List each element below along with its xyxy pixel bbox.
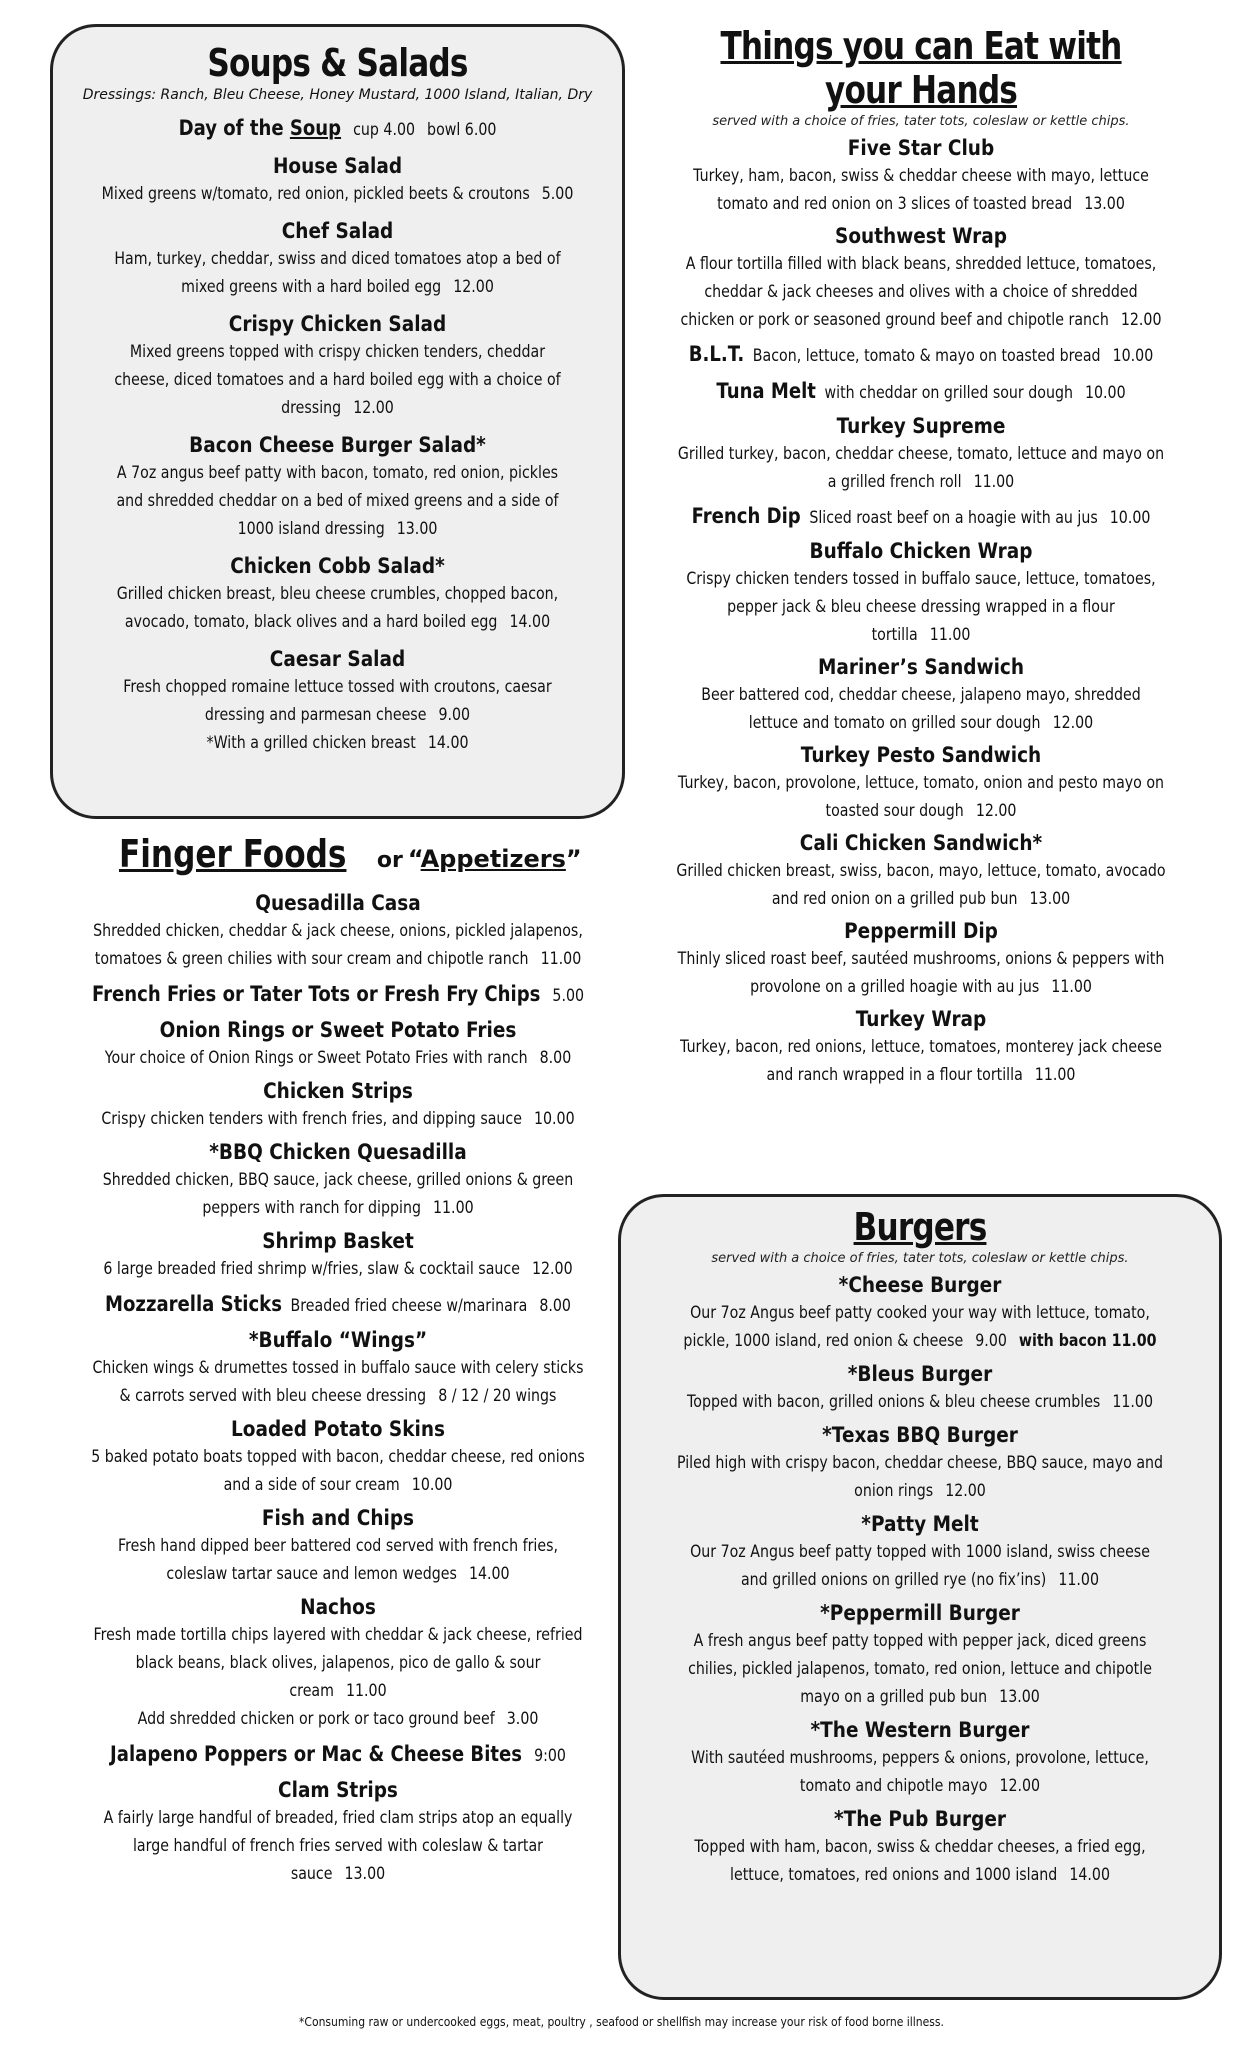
item-description-text: Topped with ham, bacon, swiss & cheddar cheeses, a fried egg, lettuce, tomatoes, red onions and 1000 island	[694, 1837, 1146, 1884]
item-price: 13.00	[999, 1687, 1040, 1706]
item-name: Mariner’s Sandwich	[817, 655, 1025, 679]
menu-item	[48, 1594, 628, 1733]
item-name: *Texas BBQ Burger	[822, 1423, 1018, 1447]
menu-item	[635, 1422, 1205, 1505]
item-name: Buffalo Chicken Wrap	[809, 539, 1033, 563]
hands-section	[636, 24, 1206, 1094]
item-name: Southwest Wrap	[835, 224, 1007, 248]
item-price: 9.00	[438, 705, 471, 724]
item-price: 12.00	[453, 277, 494, 296]
item-description-text: Shredded chicken, BBQ sauce, jack cheese, grilled onions & green peppers with ranch for dipping	[102, 1170, 574, 1217]
item-description	[676, 250, 1166, 334]
item-description	[675, 1299, 1165, 1355]
item-description	[89, 1532, 588, 1588]
menu-item	[635, 1272, 1205, 1355]
item-price: 14.00	[509, 612, 551, 631]
item-description	[89, 917, 588, 973]
item-price: 11.00	[433, 1198, 474, 1217]
menu-item	[635, 1361, 1205, 1416]
item-description	[101, 459, 573, 543]
hands-title: Things you can Eat with your Hands	[720, 24, 1122, 112]
item-description-text: Fresh hand dipped beer battered cod served with french fries, coleslaw tartar sauce and lemon wedges	[117, 1536, 558, 1583]
item-name: Shrimp Basket	[262, 1229, 414, 1253]
item-line	[89, 1289, 588, 1321]
item-line	[89, 1739, 588, 1771]
item-name: French Fries or Tater Tots or Fresh Fry Chips	[91, 982, 541, 1006]
item-description	[676, 681, 1166, 737]
item-name: *Bleus Burger	[847, 1362, 993, 1386]
item-name: Jalapeno Poppers or Mac & Cheese Bites	[110, 1742, 523, 1766]
item-description	[675, 1833, 1165, 1889]
item-description-text: Mixed greens topped with crispy chicken tenders, cheddar cheese, diced tomatoes and a hard boiled egg with a choice of dressing	[114, 342, 561, 417]
item-description-text: Turkey, bacon, provolone, lettuce, tomato, onion and pesto mayo on toasted sour dough	[677, 773, 1165, 820]
menu-item	[63, 153, 612, 208]
item-name: Cali Chicken Sandwich*	[799, 831, 1043, 855]
item-description	[676, 162, 1166, 218]
item-description	[89, 1105, 588, 1133]
soup-bowl-price: bowl 6.00	[427, 120, 497, 139]
soups-salads-section	[50, 24, 625, 819]
item-price: 13.00	[344, 1864, 386, 1883]
item-description: Bacon, lettuce, tomato & mayo on toasted bread	[752, 346, 1101, 365]
item-name: *The Pub Burger	[833, 1807, 1006, 1831]
item-name: *Peppermill Burger	[820, 1601, 1020, 1625]
menu-item	[636, 1006, 1206, 1089]
item-description-text: A fresh angus beef patty topped with pepper jack, diced greens chilies, pickled jalapenos, tomato, red onion, lettuce and chipotle mayo on a grilled pub bun	[688, 1631, 1152, 1706]
item-price: 13.00	[1084, 194, 1125, 213]
item-description	[101, 245, 573, 301]
item-extra-price: 3.00	[506, 1709, 539, 1728]
soup-cup-price: cup 4.00	[353, 120, 416, 139]
item-description	[676, 565, 1166, 649]
menu-item	[636, 501, 1206, 533]
item-name: *The Western Burger	[810, 1718, 1030, 1742]
item-description-text: Shredded chicken, cheddar & jack cheese, onions, pickled jalapenos, tomatoes & green chilies with sour cream and chipotle ranch	[93, 921, 583, 968]
item-price: 10.00	[533, 1109, 575, 1128]
item-price: 11.00	[1058, 1570, 1100, 1589]
dressings-note: Dressings: Ranch, Bleu Cheese, Honey Mustard, 1000 Island, Italian, Dry	[82, 87, 593, 103]
item-description	[89, 1255, 588, 1283]
item-price: 10.00	[1109, 508, 1151, 527]
finger-foods-items-list	[48, 890, 628, 1888]
item-extra-price: with bacon 11.00	[1018, 1331, 1157, 1350]
item-price: 11.00	[1112, 1392, 1153, 1411]
item-description-text: With sautéed mushrooms, peppers & onions, provolone, lettuce, tomato and chipotle mayo	[691, 1748, 1149, 1795]
soups-items-list	[63, 153, 612, 757]
item-description	[676, 857, 1166, 913]
item-description	[676, 945, 1166, 1001]
menu-item	[48, 890, 628, 973]
item-name: Turkey Pesto Sandwich	[800, 743, 1042, 767]
item-price: 5.00	[541, 184, 574, 203]
menu-item	[635, 1717, 1205, 1800]
item-description-text: Fresh chopped romaine lettuce tossed with croutons, caesar dressing and parmesan cheese	[123, 677, 552, 724]
item-name: Mozzarella Sticks	[105, 1292, 282, 1316]
food-safety-disclaimer: *Consuming raw or undercooked eggs, meat, poultry , seafood or shellfish may increase your risk of food borne illness.	[299, 2015, 944, 2029]
item-name: Five Star Club	[847, 136, 995, 160]
item-price: 11.00	[345, 1681, 387, 1700]
item-description: Breaded fried cheese w/marinara	[290, 1296, 528, 1315]
item-price: 13.00	[396, 519, 438, 538]
item-extra: Add shredded chicken or pork or taco ground beef	[137, 1709, 495, 1728]
item-price: 12.00	[945, 1481, 986, 1500]
item-name: Peppermill Dip	[844, 919, 998, 943]
item-name: Caesar Salad	[269, 647, 406, 671]
item-description: Sliced roast beef on a hoagie with au jus	[809, 508, 1098, 527]
menu-item	[48, 1289, 628, 1321]
menu-item	[636, 376, 1206, 408]
item-description	[89, 1443, 588, 1499]
menu-item	[636, 654, 1206, 737]
item-price: 14.00	[468, 1564, 510, 1583]
item-price: 10.00	[1112, 346, 1154, 365]
item-description-text: Topped with bacon, grilled onions & bleu cheese crumbles	[687, 1392, 1101, 1411]
item-name: Turkey Supreme	[836, 414, 1006, 438]
menu-item	[48, 1017, 628, 1072]
item-price: 8.00	[539, 1296, 571, 1315]
menu-item	[63, 646, 612, 757]
item-price: 5.00	[552, 986, 585, 1005]
item-description	[675, 1538, 1165, 1594]
menu-item	[63, 311, 612, 422]
burgers-items-list	[635, 1272, 1205, 1889]
item-description	[675, 1744, 1165, 1800]
or-word: or	[376, 848, 403, 873]
item-description-text: Chicken wings & drumettes tossed in buffalo sauce with celery sticks & carrots served with bleu cheese dressing	[92, 1358, 584, 1405]
menu-item	[636, 538, 1206, 649]
menu-item	[636, 135, 1206, 218]
item-name: Onion Rings or Sweet Potato Fries	[159, 1018, 517, 1042]
item-name: Loaded Potato Skins	[231, 1417, 445, 1441]
item-description-text: Our 7oz Angus beef patty topped with 1000 island, swiss cheese and grilled onions on grilled rye (no fix’ins)	[690, 1542, 1150, 1589]
menu-item	[48, 1139, 628, 1222]
item-name: B.L.T.	[688, 342, 745, 366]
item-description	[676, 1033, 1166, 1089]
item-description-text: A flour tortilla filled with black beans, shredded lettuce, tomatoes, cheddar & jack cheeses and olives with a choice of shredded chicken or pork or seasoned ground beef and chipotle ranch	[680, 254, 1157, 329]
item-name: Turkey Wrap	[855, 1007, 987, 1031]
item-description-text: Our 7oz Angus beef patty cooked your way with lettuce, tomato, pickle, 1000 island, red onion & cheese	[683, 1303, 1150, 1350]
item-price: 12.00	[975, 801, 1017, 820]
item-price: 9.00	[975, 1331, 1007, 1350]
item-extra: *With a grilled chicken breast	[206, 733, 416, 752]
item-description-text: Beer battered cod, cheddar cheese, jalapeno mayo, shredded lettuce and tomato on grilled sour dough	[701, 685, 1141, 732]
item-description	[89, 1166, 588, 1222]
menu-item	[636, 918, 1206, 1001]
item-description-text: Thinly sliced roast beef, sautéed mushrooms, onions & peppers with provolone on a grilled hoagie with au jus	[677, 949, 1165, 996]
item-description	[101, 338, 573, 422]
item-name: House Salad	[272, 154, 403, 178]
item-description-text: Crispy chicken tenders tossed in buffalo sauce, lettuce, tomatoes, pepper jack & bleu cheese dressing wrapped in a flour tortilla	[686, 569, 1156, 644]
item-description-text: Grilled turkey, bacon, cheddar cheese, tomato, lettuce and mayo on a grilled french roll	[677, 444, 1165, 491]
item-description-text: Turkey, ham, bacon, swiss & cheddar cheese with mayo, lettuce tomato and red onion on 3 slices of toasted bread	[693, 166, 1149, 213]
item-price: 11.00	[540, 949, 582, 968]
item-description	[675, 1449, 1165, 1505]
item-line	[676, 376, 1166, 408]
item-name: French Dip	[691, 504, 801, 528]
item-name: Quesadilla Casa	[255, 891, 421, 915]
item-name: *Patty Melt	[861, 1512, 979, 1536]
item-description	[89, 1621, 588, 1733]
menu-item	[48, 1739, 628, 1771]
item-price: 8 / 12 / 20 wings	[438, 1386, 557, 1405]
menu-item	[636, 413, 1206, 496]
item-description-text: A 7oz angus beef patty with bacon, tomato, red onion, pickles and shredded cheddar on a bed of mixed greens and a side of 1000 island dressing	[116, 463, 559, 538]
item-price: 11.00	[929, 625, 971, 644]
item-price: 11.00	[973, 472, 1015, 491]
menu-item	[48, 979, 628, 1011]
item-price: 11.00	[1034, 1065, 1076, 1084]
item-price: 10.00	[1084, 383, 1126, 402]
item-description-text: Your choice of Onion Rings or Sweet Potato Fries with ranch	[104, 1048, 528, 1067]
menu-item	[636, 223, 1206, 334]
item-description	[675, 1627, 1165, 1711]
item-price: 12.00	[1052, 713, 1094, 732]
item-name: Fish and Chips	[261, 1506, 415, 1530]
menu-item	[48, 1505, 628, 1588]
item-description	[675, 1388, 1165, 1416]
menu-item	[48, 1777, 628, 1888]
item-description-text: Grilled chicken breast, swiss, bacon, mayo, lettuce, tomato, avocado and red onion on a grilled pub bun	[676, 861, 1166, 908]
item-description	[101, 580, 573, 636]
item-price: 8.00	[539, 1048, 572, 1067]
item-description: with cheddar on grilled sour dough	[824, 383, 1073, 402]
menu-item	[63, 553, 612, 636]
item-description	[676, 440, 1166, 496]
item-name: Crispy Chicken Salad	[228, 312, 447, 336]
item-name: *Cheese Burger	[838, 1273, 1002, 1297]
finger-foods-title: Finger Foods	[119, 832, 347, 876]
menu-item	[636, 742, 1206, 825]
menu-item	[635, 1511, 1205, 1594]
appetizers-label: “Appetizers”	[407, 845, 582, 873]
item-name: Chef Salad	[281, 219, 394, 243]
item-name: *Buffalo “Wings”	[248, 1328, 428, 1352]
item-price: 9:00	[534, 1746, 566, 1765]
item-description	[89, 1354, 588, 1410]
menu-item	[48, 1327, 628, 1410]
item-extra-price: 14.00	[427, 733, 469, 752]
item-description-text: 6 large breaded fried shrimp w/fries, slaw & cocktail sauce	[103, 1259, 520, 1278]
menu-item	[636, 830, 1206, 913]
menu-item	[636, 339, 1206, 371]
item-description-text: Ham, turkey, cheddar, swiss and diced tomatoes atop a bed of mixed greens with a hard boiled egg	[114, 249, 561, 296]
item-description	[101, 180, 573, 208]
item-line	[676, 501, 1166, 533]
item-description	[676, 769, 1166, 825]
item-price: 12.00	[531, 1259, 573, 1278]
soups-salads-title: Soups & Salads	[207, 41, 468, 85]
finger-foods-heading	[48, 832, 628, 876]
item-description-text: A fairly large handful of breaded, fried clam strips atop an equally large handful of french fries served with coleslaw & tartar sauce	[103, 1808, 573, 1883]
item-price: 14.00	[1069, 1865, 1110, 1884]
burgers-title: Burgers	[853, 1205, 987, 1249]
item-name: *BBQ Chicken Quesadilla	[209, 1140, 467, 1164]
item-line	[89, 979, 588, 1011]
item-name: Day of the Soup	[178, 116, 342, 140]
item-price: 11.00	[1051, 977, 1092, 996]
item-description-text: Fresh made tortilla chips layered with cheddar & jack cheese, refried black beans, black olives, jalapenos, pico de gallo & sour cream	[93, 1625, 583, 1700]
finger-foods-section	[48, 832, 628, 1894]
hands-items-list	[636, 135, 1206, 1089]
item-name: Bacon Cheese Burger Salad*	[189, 433, 486, 457]
item-description-text: Piled high with crispy bacon, cheddar cheese, BBQ sauce, mayo and onion rings	[676, 1453, 1164, 1500]
item-name: Nachos	[300, 1595, 376, 1619]
item-description	[101, 673, 573, 757]
menu-item	[63, 113, 612, 145]
item-description-text: Crispy chicken tenders with french fries, and dipping sauce	[101, 1109, 522, 1128]
menu-item	[48, 1078, 628, 1133]
item-line	[676, 339, 1166, 371]
item-description-text: Grilled chicken breast, bleu cheese crumbles, chopped bacon, avocado, tomato, black olives and a hard boiled egg	[116, 584, 559, 631]
item-price: 13.00	[1029, 889, 1071, 908]
menu-item	[635, 1806, 1205, 1889]
menu-item	[63, 218, 612, 301]
hands-served-note: served with a choice of fries, tater tots, coleslaw or kettle chips.	[712, 114, 1130, 129]
menu-item	[63, 432, 612, 543]
item-description	[89, 1044, 588, 1072]
item-name: Clam Strips	[278, 1778, 398, 1802]
burgers-served-note: served with a choice of fries, tater tots, coleslaw or kettle chips.	[711, 1251, 1129, 1266]
item-name: Chicken Strips	[263, 1079, 413, 1103]
item-description	[89, 1804, 588, 1888]
item-price: 12.00	[999, 1776, 1041, 1795]
item-price: 10.00	[411, 1475, 453, 1494]
item-description-text: Mixed greens w/tomato, red onion, pickled beets & croutons	[101, 184, 530, 203]
item-description-text: Turkey, bacon, red onions, lettuce, tomatoes, monterey jack cheese and ranch wrapped in a flour tortilla	[680, 1037, 1162, 1084]
menu-item	[48, 1228, 628, 1283]
menu-item	[635, 1600, 1205, 1711]
item-name: Tuna Melt	[716, 379, 816, 403]
item-name: Chicken Cobb Salad*	[230, 554, 445, 578]
item-description-text: 5 baked potato boats topped with bacon, cheddar cheese, red onions and a side of sour cream	[91, 1447, 585, 1494]
menu-item	[48, 1416, 628, 1499]
burgers-section	[618, 1194, 1222, 2000]
item-price: 12.00	[353, 398, 394, 417]
item-price: 12.00	[1120, 310, 1162, 329]
